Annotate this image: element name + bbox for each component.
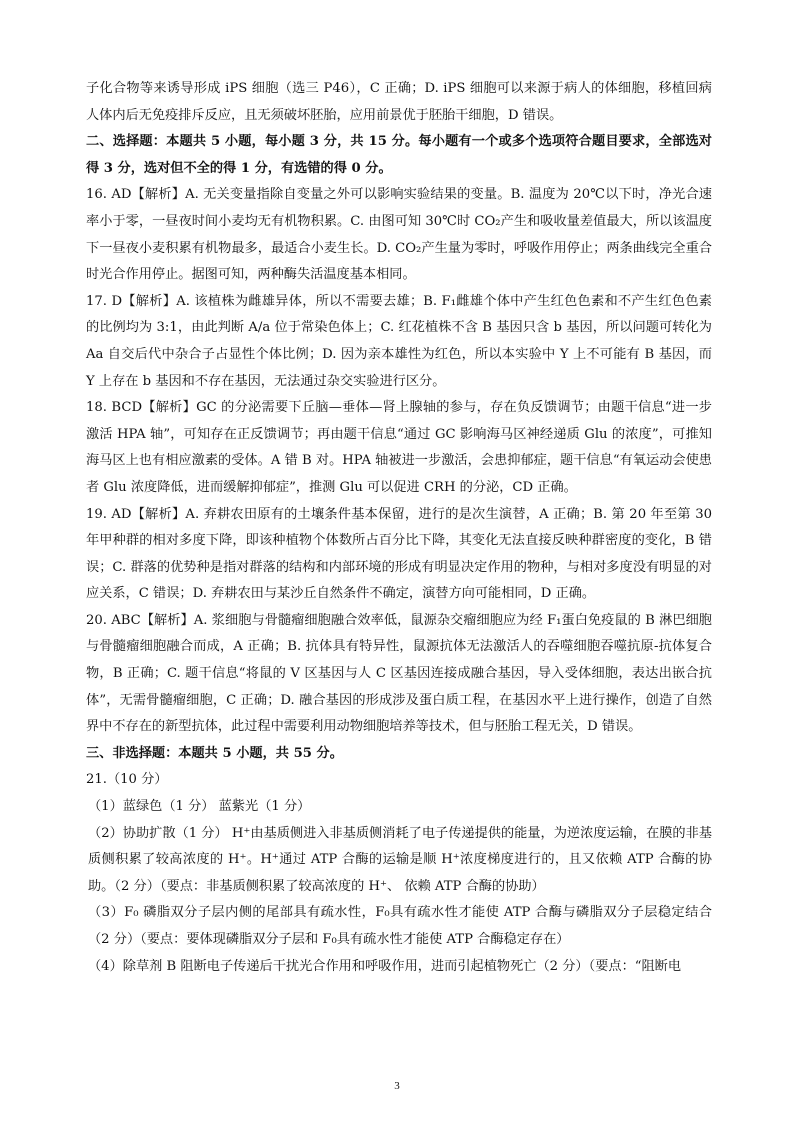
answer-21-part-2: （2）协助扩散（1 分） H⁺由基质侧进入非基质侧消耗了电子传递提供的能量，为逆浓度运输，在膜的非基质侧积累了较高浓度的 H⁺。H⁺通过 ATP 合酶的运输是顺 H⁺浓度梯度进行的，且又依赖 ATP 合酶的协助。（2 分）（要点：非基质侧积累了较高浓度的 H⁺、 依赖 ATP 合酶的协助） — [88, 825, 712, 894]
answer-20: 20. ABC【解析】A. 浆细胞与骨髓瘤细胞融合效率低，鼠源杂交瘤细胞应为经 F₁蛋白免疫鼠的 B 淋巴细胞与骨髓瘤细胞融合而成，A 正确；B. 抗体具有特异性，鼠源抗体无法激活人的吞噬细胞吞噬抗原-抗体复合物，B 正确；C. 题干信息“将鼠的 V 区基因与人 C 区基因连接成融合基因，导入受体细胞，表达出嵌合抗体”，无需骨髓瘤细胞，C 正确；D. 融合基因的形成涉及蛋白质工程，在基因水平上进行操作，创造了自然界中不存在的新型抗体，此过程中需要利用动物细胞培养等技术，但与胚胎工程无关，D 错误。 — [86, 612, 712, 735]
answer-21-part-1: （1）蓝绿色（1 分） 蓝紫光（1 分） — [88, 799, 311, 815]
section-heading-choice: 二、选择题：本题共 5 小题，每小题 3 分，共 15 分。每小题有一个或多个选项符合题目要求，全部选对得 3 分，选对但不全的得 1 分，有选错的得 0 分。 — [86, 134, 712, 176]
paragraph-continuation: 子化合物等来诱导形成 iPS 细胞（选三 P46），C 正确；D. iPS 细胞可以来源于病人的体细胞，移植回病人体内后无免疫排斥反应，且无须破坏胚胎，应用前景优于胚胎干细胞，D 错误。 — [86, 81, 712, 123]
answer-16: 16. AD【解析】A. 无关变量指除自变量之外可以影响实验结果的变量。B. 温度为 20℃以下时，净光合速率小于零，一昼夜时间小麦均无有机物积累。C. 由图可知 30℃时 CO₂产生和吸收量差值最大，所以该温度下一昼夜小麦积累有机物最多，最适合小麦生长。D. CO₂产生量为零时，呼吸作用停止；两条曲线完全重合时光合作用停止。据图可知，两种酶失活温度基本相同。 — [86, 187, 712, 283]
answer-18: 18. BCD【解析】GC 的分泌需要下丘脑—垂体—肾上腺轴的参与，存在负反馈调节；由题干信息“进一步激活 HPA 轴”，可知存在正反馈调节；再由题干信息“通过 GC 影响海马区神经递质 Glu 的浓度”，可推知海马区上也有相应激素的受体。A 错 B 对。HPA 轴被进一步激活，会患抑郁症，题干信息“有氧运动会使患者 Glu 浓度降低，进而缓解抑郁症”，推测 Glu 可以促进 CRH 的分泌，CD 正确。 — [86, 400, 712, 495]
answer-21-part-3: （3）F₀ 磷脂双分子层内侧的尾部具有疏水性，F₀具有疏水性才能使 ATP 合酶与磷脂双分子层稳定结合（2 分）（要点：要体现磷脂双分子层和 F₀具有疏水性才能使 ATP 合酶稳定存在） — [88, 905, 712, 947]
section-heading-nonchoice: 三、非选择题：本题共 5 小题，共 55 分。 — [86, 745, 343, 761]
page-body — [86, 76, 712, 980]
answer-17: 17. D【解析】A. 该植株为雌雄异体，所以不需要去雄；B. F₁雌雄个体中产生红色色素和不产生红色色素的比例均为 3:1，由此判断 A/a 位于常染色体上；C. 红花植株不含 B 基因只含 b 基因，所以问题可转化为 Aa 自交后代中杂合子占显性个体比例；D. 因为亲本雄性为红色，所以本实验中 Y 上不可能有 B 基因，而 Y 上存在 b 基因和不存在基因，无法通过杂交实验进行区分。 — [86, 293, 712, 389]
answer-19: 19. AD【解析】A. 弃耕农田原有的土壤条件基本保留，进行的是次生演替，A 正确；B. 第 20 年至第 30 年甲种群的相对多度下降，即该种植物个体数所占百分比下降，其变化无法直接反映种群密度的变化，B 错误；C. 群落的优势种是指对群落的结构和内部环境的形成有明显决定作用的物种，与相对多度没有明显的对应关系，C 错误；D. 弃耕农田与某沙丘自然条件不确定，演替方向可能相同，D 正确。 — [86, 506, 712, 602]
page-number: 3 — [394, 1080, 400, 1092]
answer-21-part-4: （4）除草剂 B 阻断电子传递后干扰光合作用和呼吸作用，进而引起植物死亡（2 分）（要点：“阻断电 — [88, 958, 682, 974]
question-21-heading: 21.（10 分） — [86, 772, 168, 788]
